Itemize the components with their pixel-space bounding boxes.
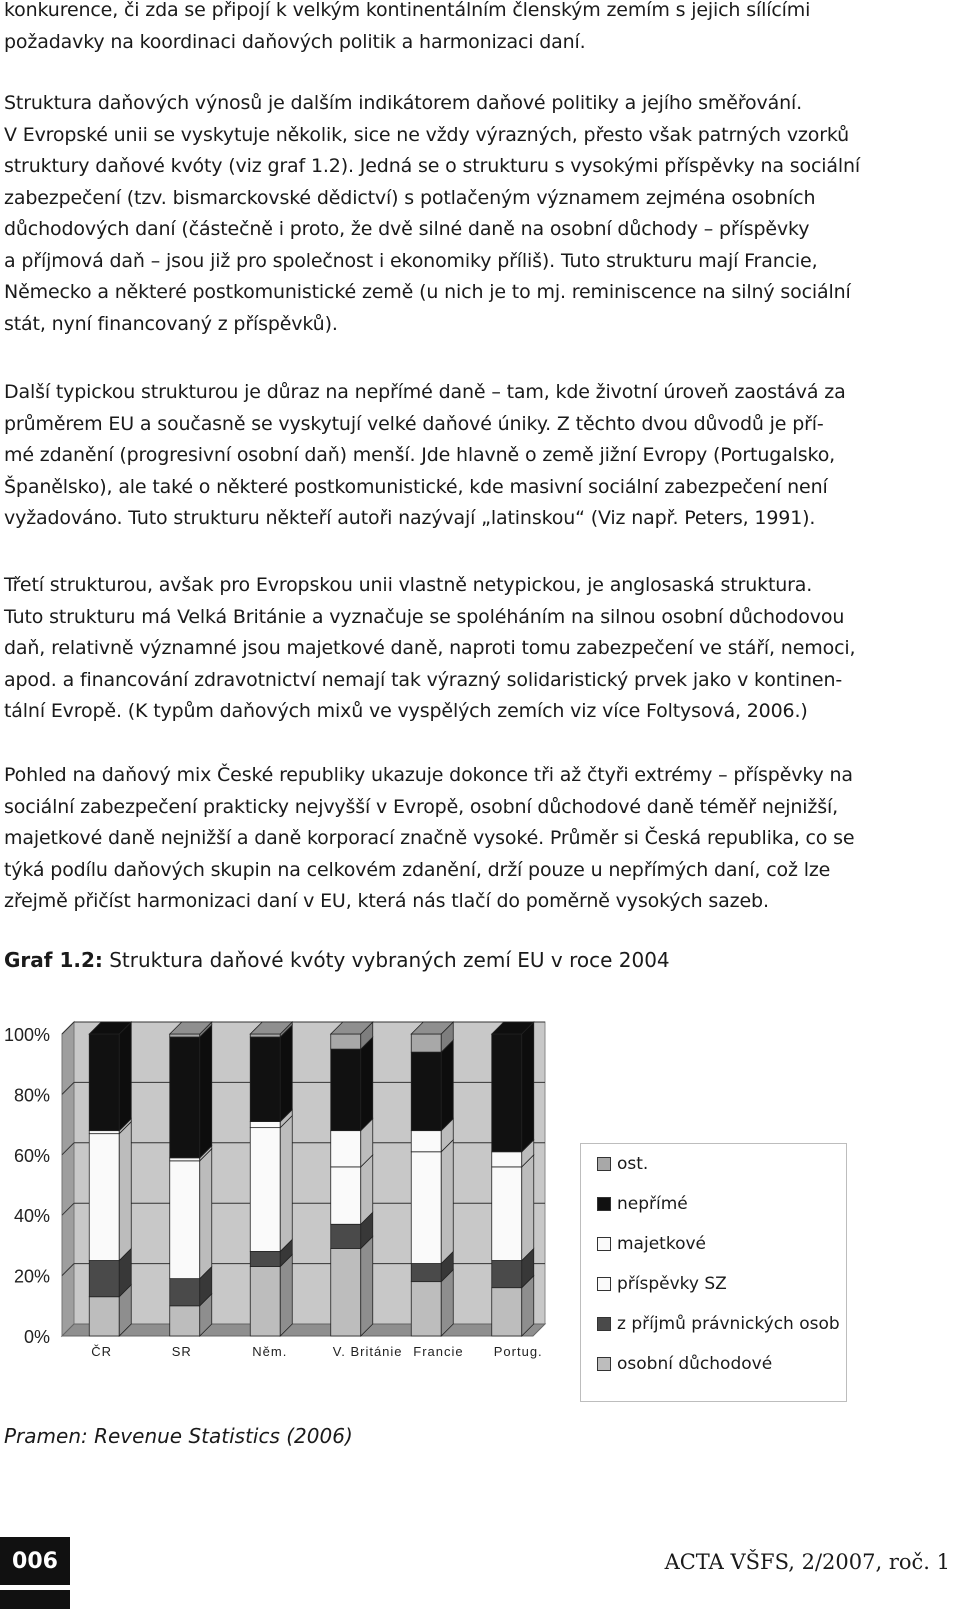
bar-segment (170, 1306, 200, 1336)
text-line: daň, relativně významné jsou majetkové daně, naproti tomu zabezpečení ve stáří, nemoci, (4, 637, 856, 659)
bar-segment (411, 1131, 441, 1152)
bar-side (200, 1149, 212, 1279)
legend-label: nepřímé (617, 1194, 688, 1214)
bar-segment (89, 1297, 119, 1336)
bar-segment (170, 1161, 200, 1279)
text-line: Tuto strukturu má Velká Británie a vyznačuje se spoléháním na silnou osobní důchodovou (4, 605, 845, 628)
text-line: stát, nyní financovaný z příspěvků). (4, 312, 338, 335)
x-tick-label: Něm. (252, 1344, 288, 1359)
bar-segment (170, 1279, 200, 1306)
x-tick-label: V. Británie (332, 1344, 403, 1359)
bar-segment (331, 1131, 361, 1167)
legend-label: majetkové (617, 1234, 706, 1254)
legend-item (597, 1154, 648, 1174)
y-tick-label: 20% (13, 1266, 50, 1287)
text-line: majetkové daně nejnižší a daně korporací značně vysoké. Průměr si Česká republika, co se (4, 827, 855, 849)
text-line: zabezpečení (tzv. bismarckovské dědictví) s potlačeným významem zejména osobních (4, 186, 816, 209)
bar-side (280, 1025, 292, 1122)
bar-segment (492, 1034, 522, 1152)
bar-segment (492, 1152, 522, 1167)
legend-label: z příjmů právnických osob (617, 1314, 840, 1334)
legend-item (597, 1194, 688, 1214)
page-number-bar (0, 1590, 70, 1609)
text-line: sociální zabezpečení prakticky nejvyšší v Evropě, osobní důchodové daně téměř nejnižší, (4, 795, 838, 818)
bar-segment (492, 1261, 522, 1288)
bar-segment (411, 1152, 441, 1264)
bar-segment (331, 1167, 361, 1224)
bar-side (361, 1236, 373, 1336)
legend-swatch (597, 1277, 611, 1291)
text-line: struktury daňové kvóty (viz graf 1.2). Jedná se o strukturu s vysokými příspěvky na sociální (4, 155, 861, 177)
bar-side (522, 1022, 534, 1152)
y-tick-label: 0% (23, 1327, 50, 1347)
bar-side (119, 1122, 131, 1261)
bar-segment (411, 1282, 441, 1336)
legend-swatch (597, 1357, 611, 1371)
legend-item (597, 1274, 727, 1294)
text-line: zřejmě přičíst harmonizaci daní v EU, která nás tlačí do poměrně vysokých sazeb. (4, 890, 769, 912)
text-line: a příjmová daň – jsou již pro společnost i ekonomiky příliš). Tuto strukturu mají Francie, (4, 249, 818, 272)
bar-side (280, 1255, 292, 1336)
bar-segment (250, 1267, 280, 1336)
bar-segment (89, 1034, 119, 1131)
figure-caption (4, 948, 670, 972)
caption-text: Struktura daňové kvóty vybraných zemí EU v roce 2004 (102, 948, 670, 972)
paragraph (4, 0, 956, 58)
bar-segment (170, 1158, 200, 1161)
bar-segment (331, 1049, 361, 1131)
legend-swatch (597, 1237, 611, 1251)
text-line: V Evropské unii se vyskytuje několik, sice ne vždy výrazných, přesto však patrných vzorků (4, 123, 850, 146)
x-tick-label: ČR (91, 1344, 113, 1359)
text-line: Německo a některé postkomunistické země (u nich je to mj. reminiscence na silný sociální (4, 281, 851, 303)
bar-side (280, 1116, 292, 1252)
text-line: tální Evropě. (K typům daňových mixů ve vyspělých zemích viz více Foltysová, 2006.) (4, 700, 808, 722)
text-line: vyžadováno. Tuto strukturu někteří autoři nazývají „latinskou“ (Viz např. Peters, 1991). (4, 507, 816, 529)
bar-segment (250, 1037, 280, 1122)
bar-segment (331, 1224, 361, 1248)
legend-item (597, 1354, 772, 1374)
bar-side (522, 1155, 534, 1261)
y-tick-label: 60% (13, 1145, 50, 1166)
chart-legend (580, 1143, 847, 1402)
legend-label: osobní důchodové (617, 1354, 773, 1374)
bar-segment (331, 1034, 361, 1049)
journal-footer: ACTA VŠFS, 2/2007, roč. 1 (664, 1550, 950, 1574)
paragraph (4, 570, 956, 728)
bar-segment (492, 1288, 522, 1336)
text-line: Další typickou strukturou je důraz na nepřímé daně – tam, kde životní úroveň zaostává za (4, 381, 846, 403)
chart-floor (62, 1324, 545, 1336)
y-tick-label: 80% (13, 1085, 50, 1106)
paragraph (4, 377, 956, 535)
legend-swatch (597, 1157, 611, 1171)
text-line: požadavky na koordinaci daňových politik a harmonizaci daní. (4, 30, 586, 53)
bar-segment (492, 1167, 522, 1261)
bar-segment (411, 1052, 441, 1131)
text-line: důchodových daní (částečně i proto, že dvě silné daně na osobní důchody – příspěvky (4, 218, 810, 240)
chart-back-wall (74, 1022, 545, 1324)
x-tick-label: SR (171, 1344, 192, 1359)
text-line: Třetí strukturou, avšak pro Evropskou unii vlastně netypickou, je anglosaská struktura. (4, 574, 813, 596)
bar-segment (250, 1034, 280, 1037)
bar-segment (331, 1248, 361, 1336)
caption-label: Graf 1.2: (4, 948, 103, 972)
page-number: 006 (0, 1537, 70, 1585)
y-tick-label: 40% (13, 1206, 50, 1227)
paragraph (4, 88, 956, 340)
bar-segment (89, 1134, 119, 1261)
bar-side (441, 1040, 453, 1131)
text-line: Struktura daňových výnosů je dalším indikátorem daňové politiky a jejího směřování. (4, 92, 803, 114)
text-line: mé zdanění (progresivní osobní daň) menší. Jde hlavně o země jižní Evropy (Portugalsko, (4, 444, 836, 466)
y-tick-label: 100% (3, 1025, 50, 1045)
bar-segment (170, 1037, 200, 1158)
text-line: týká podílu daňových skupin na celkovém zdanění, drží pouze u nepřímých daní, což lze (4, 858, 831, 881)
bar-segment (170, 1034, 200, 1037)
source-note: Pramen: Revenue Statistics (2006) (4, 1424, 353, 1448)
text-line: apod. a financování zdravotnictví nemají tak výrazný solidaristický prvek jako v kontinen- (4, 668, 843, 691)
bar-side (361, 1037, 373, 1131)
bar-segment (250, 1122, 280, 1128)
text-line: Pohled na daňový mix České republiky ukazuje dokonce tři až čtyři extrémy – příspěvky na (4, 764, 853, 786)
bar-segment (89, 1261, 119, 1297)
legend-label: ost. (617, 1154, 649, 1174)
text-line: konkurence, či zda se připojí k velkým kontinentálním členským zemím s jejich sílícími (4, 0, 811, 21)
legend-swatch (597, 1197, 611, 1211)
bar-segment (250, 1128, 280, 1252)
x-tick-label: Francie (413, 1344, 464, 1359)
bar-side (119, 1022, 131, 1131)
text-line: průměrem EU a současně se vyskytují velké daňové úniky. Z těchto dvou důvodů je pří- (4, 412, 824, 435)
bar-segment (250, 1251, 280, 1266)
bar-segment (89, 1131, 119, 1134)
bar-side (441, 1140, 453, 1264)
chart-side-wall (62, 1022, 74, 1336)
legend-item (597, 1234, 706, 1254)
legend-swatch (597, 1317, 611, 1331)
legend-item (597, 1314, 840, 1334)
text-line: Španělsko), ale také o některé postkomunistické, kde masivní sociální zabezpečení není (4, 475, 828, 498)
x-tick-label: Portug. (493, 1344, 543, 1359)
paragraph (4, 760, 956, 918)
bar-segment (411, 1264, 441, 1282)
legend-label: příspěvky SZ (617, 1274, 727, 1294)
bar-segment (411, 1034, 441, 1052)
bar-side (200, 1025, 212, 1158)
